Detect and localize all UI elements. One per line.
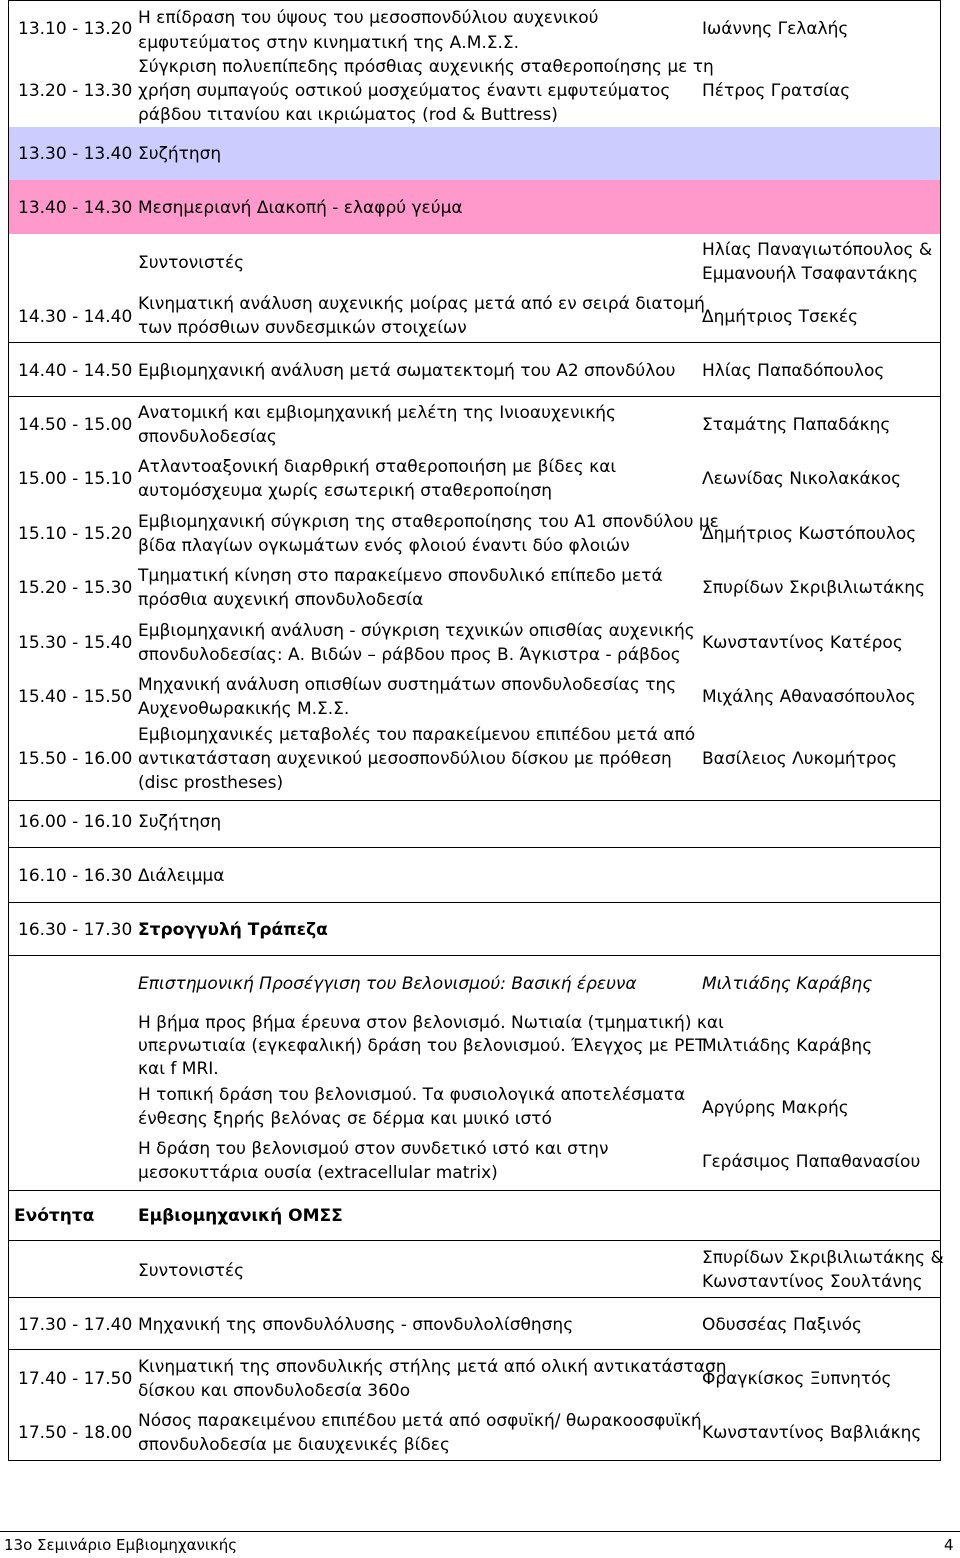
discussion-title: Συζήτηση [138, 812, 222, 832]
table-border-top [8, 0, 941, 1]
speaker-name: Λεωνίδας Νικολακάκος [702, 469, 902, 489]
talk-title-line: σπονδυλοδεσίας [138, 427, 277, 447]
session-time: 15.20 - 15.30 [18, 578, 133, 598]
talk-title-line: των πρόσθιων συνδεσμικών στοιχείων [138, 318, 467, 338]
talk-title-line: Τμηματική κίνηση στο παρακείμενο σπονδυλικό επίπεδο μετά [138, 566, 663, 586]
speaker-name: Αργύρης Μακρής [702, 1098, 849, 1118]
table-border-bottom [8, 1460, 941, 1461]
talk-title-line: (disc prostheses) [138, 773, 284, 793]
talk-title-line: σπονδυλοδεσίας: Α. Βιδών – ράβδου προς Β. Άγκιστρα - ράβδος [138, 645, 681, 665]
talk-title-line: δίσκου και σπονδυλοδεσία 360ο [138, 1381, 411, 1401]
session-time: 13.30 - 13.40 [18, 144, 133, 164]
speaker-name: Μιλτιάδης Καράβης [702, 974, 873, 994]
discussion-title: Συζήτηση [138, 144, 222, 164]
row-divider [8, 847, 941, 848]
lunch-break-title: Μεσημεριανή Διακοπή - ελαφρύ γεύμα [138, 198, 463, 218]
session-time: 16.30 - 17.30 [18, 920, 133, 940]
coordinator-name: Ηλίας Παναγιωτόπουλος & [702, 240, 933, 260]
session-time: 17.40 - 17.50 [18, 1369, 133, 1389]
coordinator-name: Κωνσταντίνος Σουλτάνης [702, 1272, 923, 1292]
session-time: 17.30 - 17.40 [18, 1315, 133, 1335]
session-time: 13.20 - 13.30 [18, 81, 133, 101]
talk-title-line: Ατλαντοαξονική διαρθρική σταθεροποιήση με βίδες και [138, 457, 617, 477]
row-divider [8, 1240, 941, 1241]
speaker-name: Σταμάτης Παπαδάκης [702, 415, 891, 435]
talk-title-line: μεσοκυττάρια ουσία (extracellular matrix) [138, 1163, 498, 1183]
speaker-name: Κωνσταντίνος Κατέρος [702, 633, 903, 653]
speaker-name: Μιλτιάδης Καράβης [702, 1036, 873, 1056]
row-divider [8, 342, 941, 343]
session-time: 16.10 - 16.30 [18, 866, 133, 886]
talk-title-line: Αυχενοθωρακικής Μ.Σ.Σ. [138, 699, 350, 719]
session-time: 15.30 - 15.40 [18, 633, 133, 653]
talk-title-line: Κινηματική ανάλυση αυχενικής μοίρας μετά από εν σειρά διατομή [138, 294, 705, 314]
talk-title-line: πρόσθια αυχενική σπονδυλοδεσία [138, 590, 424, 610]
coordinators-label: Συντονιστές [138, 1261, 245, 1281]
row-divider [8, 955, 941, 956]
speaker-name: Γεράσιμος Παπαθανασίου [702, 1152, 921, 1172]
footer-title: 13ο Σεμινάριο Εμβιομηχανικής [4, 1536, 238, 1554]
session-time: 16.00 - 16.10 [18, 812, 133, 832]
round-table-topic: Επιστημονική Προσέγγιση του Βελονισμού: Βασική έρευνα [138, 974, 637, 994]
talk-title-line: Κινηματική της σπονδυλικής στήλης μετά από ολική αντικατάσταση [138, 1357, 727, 1377]
session-time: 15.40 - 15.50 [18, 687, 133, 707]
talk-title-line: Εμβιομηχανικές μεταβολές του παρακείμενου επιπέδου μετά από [138, 725, 696, 745]
coordinator-name: Εμμανουήλ Τσαφαντάκης [702, 264, 919, 284]
session-time: 13.10 - 13.20 [18, 19, 133, 39]
session-time: 15.10 - 15.20 [18, 524, 133, 544]
talk-title-line: Σύγκριση πολυεπίπεδης πρόσθιας αυχενικής σταθεροποίησης με τη [138, 57, 714, 77]
table-border-right [940, 0, 941, 1461]
row-divider [8, 1349, 941, 1350]
row-divider [8, 800, 941, 801]
talk-title-line: Εμβιομηχανική ανάλυση - σύγκριση τεχνικών οπισθίας αυχενικής [138, 621, 695, 641]
unit-title: Εμβιομηχανική ΟΜΣΣ [138, 1206, 343, 1226]
talk-title-line: υπερνωτιαία (εγκεφαλική) δράση του βελονισμού. Έλεγχος με PET [138, 1036, 706, 1056]
row-divider [8, 902, 941, 903]
talk-title-line: εμφυτεύματος στην κινηματική της Α.Μ.Σ.Σ. [138, 33, 520, 53]
coordinator-name: Σπυρίδων Σκριβιλιωτάκης & [702, 1248, 944, 1268]
table-border-left [8, 0, 9, 1461]
round-table-title: Στρογγυλή Τράπεζα [138, 920, 328, 940]
unit-label: Ενότητα [14, 1206, 95, 1226]
break-title: Διάλειμμα [138, 866, 225, 886]
talk-title-line: Η επίδραση του ύψους του μεσοσπονδύλιου αυχενικού [138, 8, 599, 28]
talk-title-line: Η δράση του βελονισμού στον συνδετικό ιστό και στην [138, 1139, 609, 1159]
talk-title-line: Μηχανική ανάλυση οπισθίων συστημάτων σπονδυλοδεσίας της [138, 675, 677, 695]
speaker-name: Ιωάννης Γελαλής [702, 19, 849, 39]
talk-title-line: Η βήμα προς βήμα έρευνα στον βελονισμό. Νωτιαία (τμηματική) και [138, 1013, 724, 1033]
row-divider [8, 396, 941, 397]
talk-title-line: Νόσος παρακειμένου επιπέδου μετά από οσφυϊκή/ θωρακοοσφυϊκή [138, 1411, 702, 1431]
speaker-name: Φραγκίσκος Ξυπνητός [702, 1369, 892, 1389]
footer-rule [0, 1531, 960, 1532]
speaker-name: Δημήτριος Τσεκές [702, 307, 859, 327]
speaker-name: Κωνσταντίνος Βαβλιάκης [702, 1423, 922, 1443]
talk-title-line: χρήση συμπαγούς οστικού μοσχεύματος έναντι εμφυτεύματος [138, 81, 671, 101]
speaker-name: Σπυρίδων Σκριβιλιωτάκης [702, 578, 926, 598]
speaker-name: Βασίλειος Λυκομήτρος [702, 749, 898, 769]
coordinators-label: Συντονιστές [138, 253, 245, 273]
talk-title-line: αντικατάσταση αυχενικού μεσοσπονδύλιου δίσκου με πρόθεση [138, 749, 672, 769]
talk-title-line: αυτομόσχευμα χωρίς εσωτερική σταθεροποίηση [138, 481, 552, 501]
talk-title-line: ράβδου τιτανίου και ικριώματος (rod & Buttress) [138, 105, 558, 125]
talk-title: Εμβιομηχανική ανάλυση μετά σωματεκτομή του Α2 σπονδύλου [138, 361, 676, 381]
speaker-name: Πέτρος Γρατσίας [702, 81, 851, 101]
session-time: 14.30 - 14.40 [18, 307, 133, 327]
talk-title-line: Ανατομική και εμβιομηχανική μελέτη της Ινιοαυχενικής [138, 403, 616, 423]
talk-title-line: βίδα πλαγίων ογκωμάτων ενός φλοιού έναντι δύο φλοιών [138, 536, 630, 556]
talk-title-line: Εμβιομηχανική σύγκριση της σταθεροποίησης του Α1 σπονδύλου με [138, 512, 719, 532]
speaker-name: Δημήτριος Κωστόπουλος [702, 524, 917, 544]
row-divider [8, 1190, 941, 1191]
talk-title-line: Η τοπική δράση του βελονισμού. Τα φυσιολογικά αποτελέσματα [138, 1085, 686, 1105]
session-time: 14.40 - 14.50 [18, 361, 133, 381]
session-time: 15.00 - 15.10 [18, 469, 133, 489]
session-time: 17.50 - 18.00 [18, 1423, 133, 1443]
speaker-name: Ηλίας Παπαδόπουλος [702, 361, 885, 381]
talk-title-line: ένθεσης ξηρής βελόνας σε δέρμα και μυικό ιστό [138, 1109, 552, 1129]
session-time: 13.40 - 14.30 [18, 198, 133, 218]
row-divider [8, 1297, 941, 1298]
talk-title-line: σπονδυλοδεσία με διαυχενικές βίδες [138, 1435, 450, 1455]
talk-title-line: και f MRI. [138, 1059, 219, 1079]
speaker-name: Οδυσσέας Παξινός [702, 1315, 863, 1335]
speaker-name: Μιχάλης Αθανασόπουλος [702, 687, 916, 707]
session-time: 14.50 - 15.00 [18, 415, 133, 435]
page-number: 4 [944, 1536, 954, 1554]
talk-title: Μηχανική της σπονδυλόλυσης - σπονδυλολίσθησης [138, 1315, 574, 1335]
session-time: 15.50 - 16.00 [18, 749, 133, 769]
